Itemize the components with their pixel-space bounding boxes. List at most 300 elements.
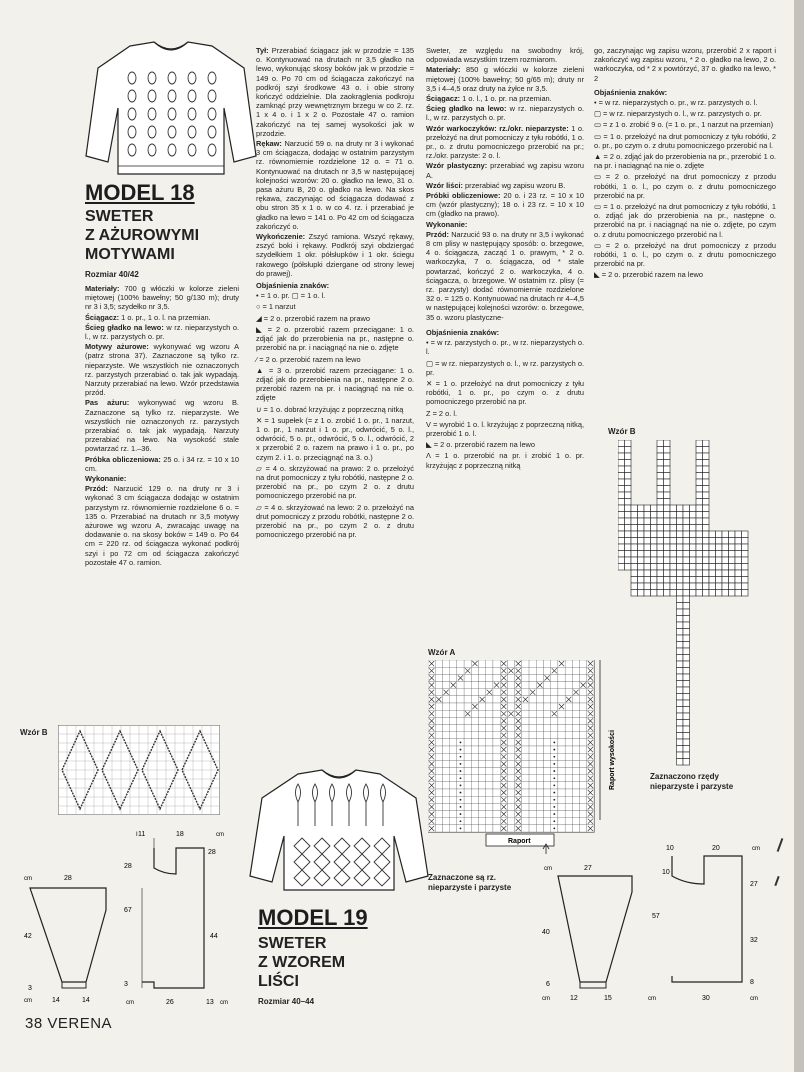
grid-cell — [696, 577, 703, 584]
grid-cell — [471, 682, 478, 689]
grid-cell — [657, 473, 664, 480]
svg-text:32: 32 — [750, 937, 758, 944]
grid-cell — [625, 557, 632, 564]
grid-cell — [657, 557, 664, 564]
legend-item: ◢ = 2 o. przerobić razem na prawo — [256, 313, 370, 323]
grid-cell — [631, 518, 638, 525]
grid-cell — [543, 703, 550, 710]
grid-cell — [696, 564, 703, 571]
grid-cell — [742, 590, 749, 597]
svg-text:cm: cm — [750, 996, 758, 1002]
grid-cell — [486, 789, 493, 796]
grid-cell — [565, 818, 572, 825]
grid-cell — [703, 460, 710, 467]
paragraph-body: przerabiać wg zapisu wzoru A. — [426, 161, 584, 180]
grid-cell — [690, 590, 697, 597]
text-paragraph — [256, 46, 414, 138]
grid-cell — [522, 796, 529, 803]
grid-cell — [683, 700, 690, 707]
legend-item: ▲ = 3 o. przerobić razem przeciągane: 1 o. zdjąć jak do przerobienia na pr., następne 2 o. przerobić razem na pr. i naciągnąć na nie o. zdjęte — [256, 365, 414, 403]
grid-cell — [471, 768, 478, 775]
grid-cell — [683, 648, 690, 655]
grid-cell — [529, 768, 536, 775]
grid-cell — [479, 811, 486, 818]
grid-cell — [493, 660, 500, 667]
grid-cell — [450, 746, 457, 753]
grid-cell — [696, 447, 703, 454]
grid-cell — [464, 660, 471, 667]
grid-cell — [722, 557, 729, 564]
grid-cell — [486, 775, 493, 782]
grid-cell — [677, 570, 684, 577]
grid-cell — [558, 803, 565, 810]
grid-cell — [435, 775, 442, 782]
grid-cell — [565, 825, 572, 832]
grid-cell — [543, 825, 550, 832]
legend-item: ▱ = 4 o. skrzyżować na lewo: 2 o. przełożyć na drut pomocniczy z przodu robótki, następne 2 o. przerobić na pr., po czym 2 o. z drutu pomocniczego przerobić na pr. — [256, 502, 414, 540]
grid-cell — [522, 739, 529, 746]
grid-cell — [543, 739, 550, 746]
grid-cell — [677, 707, 684, 714]
dot-stitch-mark — [553, 799, 555, 801]
grid-cell — [536, 803, 543, 810]
svg-text:cm: cm — [542, 996, 550, 1002]
grid-cell — [664, 531, 671, 538]
grid-cell — [631, 583, 638, 590]
grid-cell — [618, 538, 625, 545]
grid-cell — [450, 760, 457, 767]
dot-stitch-mark — [553, 813, 555, 815]
dot-stitch-mark — [460, 763, 462, 765]
text-paragraph — [85, 313, 239, 322]
grid-cell — [709, 564, 716, 571]
grid-cell — [683, 557, 690, 564]
grid-cell — [670, 590, 677, 597]
grid-cell — [722, 570, 729, 577]
grid-cell — [565, 775, 572, 782]
grid-cell — [507, 775, 514, 782]
grid-cell — [735, 570, 742, 577]
grid-cell — [580, 696, 587, 703]
grid-cell — [543, 789, 550, 796]
grid-cell — [670, 531, 677, 538]
grid-cell — [471, 811, 478, 818]
grid-cell — [664, 453, 671, 460]
grid-cell — [457, 682, 464, 689]
grid-cell — [471, 803, 478, 810]
grid-cell — [450, 768, 457, 775]
grid-cell — [664, 440, 671, 447]
grid-cell — [729, 557, 736, 564]
grid-cell — [677, 557, 684, 564]
grid-cell — [683, 642, 690, 649]
grid-cell — [644, 531, 651, 538]
grid-cell — [742, 538, 749, 545]
grid-cell — [464, 703, 471, 710]
grid-cell — [657, 577, 664, 584]
svg-text:3: 3 — [124, 981, 128, 988]
dot-stitch-mark — [553, 742, 555, 744]
svg-text:44: 44 — [210, 933, 218, 940]
grid-cell — [677, 512, 684, 519]
grid-cell — [471, 825, 478, 832]
text-paragraph — [256, 232, 414, 278]
grid-cell — [486, 710, 493, 717]
grid-cell — [644, 525, 651, 532]
grid-cell — [677, 681, 684, 688]
svg-text:I: I — [136, 832, 138, 838]
grid-cell — [522, 717, 529, 724]
svg-text:cm: cm — [648, 996, 656, 1002]
grid-cell — [507, 682, 514, 689]
grid-cell — [572, 789, 579, 796]
grid-cell — [558, 746, 565, 753]
grid-cell — [677, 590, 684, 597]
text-paragraph — [256, 139, 414, 231]
grid-cell — [703, 538, 710, 545]
grid-cell — [683, 518, 690, 525]
grid-cell — [471, 789, 478, 796]
grid-cell — [683, 590, 690, 597]
grid-cell — [479, 739, 486, 746]
grid-cell — [703, 577, 710, 584]
model19-wzor-a-label: Wzór A — [428, 648, 456, 657]
grid-cell — [435, 825, 442, 832]
grid-cell — [742, 544, 749, 551]
grid-cell — [529, 796, 536, 803]
grid-cell — [677, 609, 684, 616]
grid-cell — [644, 505, 651, 512]
grid-cell — [572, 796, 579, 803]
grid-cell — [722, 583, 729, 590]
grid-cell — [677, 674, 684, 681]
grid-cell — [696, 544, 703, 551]
grid-cell — [638, 505, 645, 512]
grid-cell — [631, 544, 638, 551]
grid-cell — [638, 538, 645, 545]
magazine-name: VERENA — [47, 1015, 113, 1032]
grid-cell — [696, 492, 703, 499]
grid-cell — [638, 557, 645, 564]
grid-cell — [450, 717, 457, 724]
grid-cell — [618, 479, 625, 486]
grid-cell — [631, 590, 638, 597]
grid-cell — [709, 577, 716, 584]
grid-cell — [442, 717, 449, 724]
paragraph-body: w rz. nieparzystych o. l., w rz. parzystych o. pr. — [426, 104, 584, 123]
model18-title: MODEL 18 — [85, 180, 195, 205]
grid-cell — [471, 782, 478, 789]
text-paragraph — [426, 46, 584, 64]
grid-cell — [572, 775, 579, 782]
grid-cell — [683, 525, 690, 532]
grid-cell — [664, 447, 671, 454]
grid-cell — [677, 505, 684, 512]
grid-cell — [657, 538, 664, 545]
paragraph-heading: Tył: — [256, 46, 269, 55]
grid-cell — [677, 531, 684, 538]
svg-text:10: 10 — [662, 869, 670, 876]
grid-cell — [450, 811, 457, 818]
grid-cell — [522, 725, 529, 732]
grid-cell — [529, 732, 536, 739]
svg-text:30: 30 — [702, 995, 710, 1002]
grid-cell — [572, 760, 579, 767]
grid-cell — [522, 768, 529, 775]
grid-cell — [507, 732, 514, 739]
grid-cell — [486, 760, 493, 767]
grid-cell — [683, 674, 690, 681]
dot-stitch-mark — [553, 792, 555, 794]
svg-text:Raport: Raport — [508, 838, 531, 845]
grid-cell — [551, 703, 558, 710]
grid-cell — [464, 782, 471, 789]
grid-cell — [644, 557, 651, 564]
grid-cell — [479, 732, 486, 739]
grid-cell — [442, 818, 449, 825]
grid-cell — [435, 689, 442, 696]
grid-cell — [450, 660, 457, 667]
grid-cell — [442, 725, 449, 732]
grid-cell — [536, 818, 543, 825]
paragraph-body: 1 o. przełożyć na drut pomocniczy z tyłu robótki, 1 o. pr., o. z drutu pomocniczego przerobić na pr.; rz./okr. parzyste: 2 o. l. — [426, 123, 584, 161]
grid-cell — [703, 499, 710, 506]
grid-cell — [572, 768, 579, 775]
grid-cell — [703, 551, 710, 558]
grid-cell — [493, 803, 500, 810]
grid-cell — [471, 696, 478, 703]
dot-stitch-mark — [460, 813, 462, 815]
grid-cell — [536, 746, 543, 753]
grid-cell — [493, 775, 500, 782]
grid-cell — [536, 660, 543, 667]
grid-cell — [651, 583, 658, 590]
grid-cell — [683, 629, 690, 636]
grid-cell — [479, 789, 486, 796]
model18-wzor-b-label: Wzór B — [20, 728, 48, 737]
grid-cell — [580, 825, 587, 832]
grid-cell — [442, 796, 449, 803]
model19-sleeve-schematic — [540, 862, 640, 1004]
grid-cell — [486, 803, 493, 810]
grid-cell — [625, 525, 632, 532]
grid-cell — [670, 583, 677, 590]
grid-cell — [565, 796, 572, 803]
grid-cell — [442, 682, 449, 689]
dot-stitch-mark — [460, 806, 462, 808]
grid-cell — [696, 557, 703, 564]
grid-cell — [625, 538, 632, 545]
grid-cell — [690, 570, 697, 577]
grid-cell — [683, 505, 690, 512]
model18-subtitle-3: MOTYWAMI — [85, 246, 175, 263]
grid-cell — [450, 803, 457, 810]
model19-wzor-b-label: Wzór B — [608, 427, 636, 436]
grid-cell — [543, 768, 550, 775]
grid-cell — [729, 564, 736, 571]
grid-cell — [471, 667, 478, 674]
grid-cell — [507, 796, 514, 803]
svg-text:12: 12 — [570, 995, 578, 1002]
grid-cell — [464, 732, 471, 739]
grid-cell — [435, 803, 442, 810]
grid-cell — [664, 544, 671, 551]
legend-item: ⁄ = 2 o. przerobić razem na lewo — [256, 354, 361, 364]
grid-cell — [507, 768, 514, 775]
grid-cell — [479, 760, 486, 767]
grid-cell — [435, 682, 442, 689]
grid-cell — [683, 668, 690, 675]
grid-cell — [457, 696, 464, 703]
legend-item: ▭ = 2 o. przełożyć na drut pomocniczy z przodu robótki, 1 o. l., po czym o. z drutu pomocniczego przerobić na pr. — [594, 240, 776, 269]
dot-stitch-mark — [460, 792, 462, 794]
grid-cell — [625, 486, 632, 493]
grid-cell — [580, 760, 587, 767]
grid-cell — [696, 590, 703, 597]
svg-text:42: 42 — [24, 933, 32, 940]
grid-cell — [690, 577, 697, 584]
legend-item: Λ = 1 o. przerobić na pr. i zrobić 1 o. pr. krzyżując z poprzeczną nitką — [426, 451, 584, 470]
grid-cell — [450, 775, 457, 782]
grid-cell — [625, 505, 632, 512]
grid-cell — [565, 674, 572, 681]
grid-cell — [677, 596, 684, 603]
grid-cell — [618, 453, 625, 460]
grid-cell — [442, 739, 449, 746]
grid-cell — [529, 667, 536, 674]
svg-text:cm: cm — [216, 832, 224, 838]
grid-cell — [677, 525, 684, 532]
grid-cell — [729, 538, 736, 545]
grid-cell — [644, 538, 651, 545]
grid-cell — [677, 655, 684, 662]
grid-cell — [486, 732, 493, 739]
grid-cell — [683, 622, 690, 629]
grid-cell — [464, 803, 471, 810]
grid-cell — [651, 551, 658, 558]
text-paragraph — [85, 342, 239, 397]
grid-cell — [486, 739, 493, 746]
grid-cell — [703, 447, 710, 454]
grid-cell — [618, 544, 625, 551]
grid-cell — [543, 667, 550, 674]
model18-body-schematic — [124, 828, 244, 1010]
model19-wzor-a-chart — [428, 660, 618, 856]
grid-cell — [435, 811, 442, 818]
paragraph-body: 700 g włóczki w kolorze zieleni miętowej (100% bawełny; 50 g/130 m); druty nr 3 i 3,5; szydełko nr 3,5. — [85, 284, 239, 312]
grid-cell — [683, 603, 690, 610]
grid-cell — [657, 512, 664, 519]
grid-cell — [558, 696, 565, 703]
grid-cell — [657, 551, 664, 558]
dot-stitch-mark — [553, 820, 555, 822]
grid-cell — [677, 759, 684, 766]
grid-cell — [565, 768, 572, 775]
grid-cell — [683, 707, 690, 714]
svg-text:14: 14 — [82, 997, 90, 1004]
grid-cell — [572, 667, 579, 674]
grid-cell — [529, 696, 536, 703]
grid-cell — [529, 782, 536, 789]
grid-cell — [464, 739, 471, 746]
grid-cell — [479, 803, 486, 810]
grid-cell — [486, 753, 493, 760]
grid-cell — [729, 531, 736, 538]
grid-cell — [536, 768, 543, 775]
grid-cell — [690, 557, 697, 564]
grid-cell — [716, 570, 723, 577]
grid-cell — [493, 696, 500, 703]
grid-cell — [565, 732, 572, 739]
legend-item: ◣ = 2 o. przerobić razem na lewo — [594, 270, 703, 280]
grid-cell — [442, 782, 449, 789]
grid-cell — [677, 642, 684, 649]
grid-cell — [435, 703, 442, 710]
grid-cell — [742, 564, 749, 571]
grid-cell — [631, 557, 638, 564]
grid-cell — [486, 682, 493, 689]
grid-cell — [638, 551, 645, 558]
grid-cell — [677, 538, 684, 545]
grid-cell — [657, 570, 664, 577]
grid-cell — [450, 825, 457, 832]
model18-wzor-b-chart — [58, 725, 220, 815]
grid-cell — [729, 590, 736, 597]
grid-cell — [683, 564, 690, 571]
grid-cell — [536, 811, 543, 818]
grid-cell — [572, 710, 579, 717]
grid-cell — [471, 689, 478, 696]
grid-cell — [536, 725, 543, 732]
grid-cell — [529, 775, 536, 782]
grid-cell — [690, 564, 697, 571]
grid-cell — [493, 796, 500, 803]
grid-cell — [529, 746, 536, 753]
grid-cell — [558, 717, 565, 724]
grid-cell — [457, 689, 464, 696]
grid-cell — [703, 564, 710, 571]
grid-cell — [709, 570, 716, 577]
grid-cell — [742, 583, 749, 590]
grid-cell — [618, 473, 625, 480]
grid-cell — [486, 825, 493, 832]
grid-cell — [536, 674, 543, 681]
grid-cell — [618, 525, 625, 532]
grid-cell — [565, 710, 572, 717]
grid-cell — [543, 725, 550, 732]
grid-cell — [696, 499, 703, 506]
grid-cell — [442, 811, 449, 818]
text-paragraph — [426, 230, 584, 322]
text-paragraph — [85, 284, 239, 312]
grid-cell — [536, 789, 543, 796]
grid-cell — [529, 825, 536, 832]
grid-cell — [543, 753, 550, 760]
grid-cell — [558, 753, 565, 760]
grid-cell — [572, 818, 579, 825]
grid-cell — [709, 551, 716, 558]
grid-cell — [638, 518, 645, 525]
grid-cell — [442, 775, 449, 782]
grid-cell — [522, 703, 529, 710]
grid-cell — [664, 551, 671, 558]
grid-cell — [486, 660, 493, 667]
grid-cell — [551, 732, 558, 739]
grid-cell — [543, 775, 550, 782]
grid-cell — [625, 473, 632, 480]
grid-cell — [644, 577, 651, 584]
model19-note-left: Zaznaczone są rz. nieparzyste i parzyste — [428, 873, 512, 892]
